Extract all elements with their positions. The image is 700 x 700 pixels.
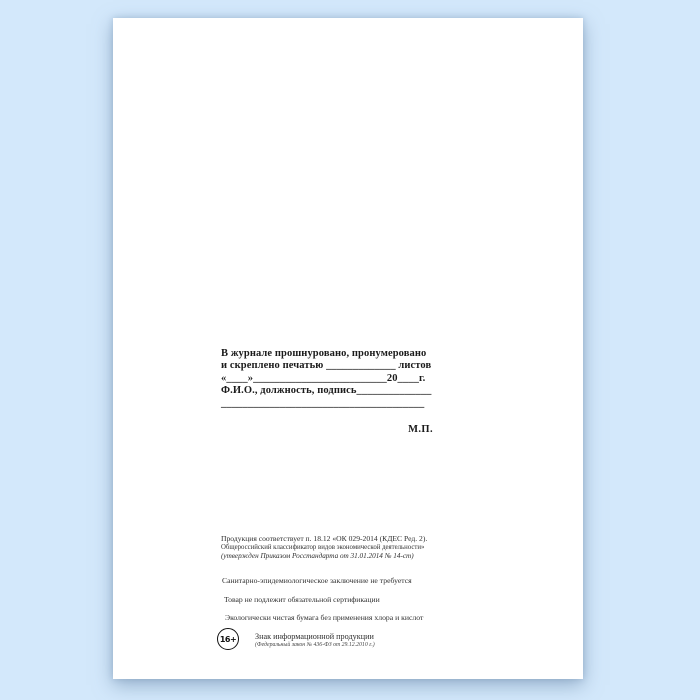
age-rating-16plus-icon: 16+	[217, 628, 239, 650]
compliance-line-2: Общероссийский классификатор видов экономической деятельности»	[221, 543, 425, 551]
compliance-statement	[221, 534, 427, 561]
eco-paper-note: Экологически чистая бумага без применения хлора и кислот	[225, 613, 424, 622]
cert-line-2: и скреплено печатью _____________ листов	[221, 360, 432, 372]
cert-line-1: В журнале прошнуровано, пронумеровано	[221, 348, 427, 359]
cert-line-5: ______________________________________	[221, 397, 425, 409]
cert-line-4: Ф.И.О., должность, подпись______________	[221, 385, 432, 397]
age-rating-label: Знак информационной продукции	[255, 632, 374, 641]
certification-note: Товар не подлежит обязательной сертификации	[224, 595, 380, 604]
sanitary-note: Санитарно-эпидемиологическое заключение не требуется	[222, 576, 412, 585]
journal-back-page	[113, 18, 583, 679]
stamp-place-label: М.П.	[408, 423, 433, 435]
binding-certification-block	[221, 348, 435, 436]
age-rating-law-reference: (Федеральный закон № 436-ФЗ от 29.12.2010 г.)	[255, 642, 375, 648]
cert-line-3: «____»_________________________20____г.	[221, 372, 426, 384]
age-rating-text	[255, 632, 375, 649]
compliance-line-3: (утвержден Приказом Росстандарта от 31.01.2014 № 14-ст)	[221, 552, 414, 560]
age-rating-row	[217, 628, 375, 650]
compliance-line-1: Продукция соответствует п. 18.12 «ОК 029-2014 (КДЕС Ред. 2).	[221, 534, 428, 543]
